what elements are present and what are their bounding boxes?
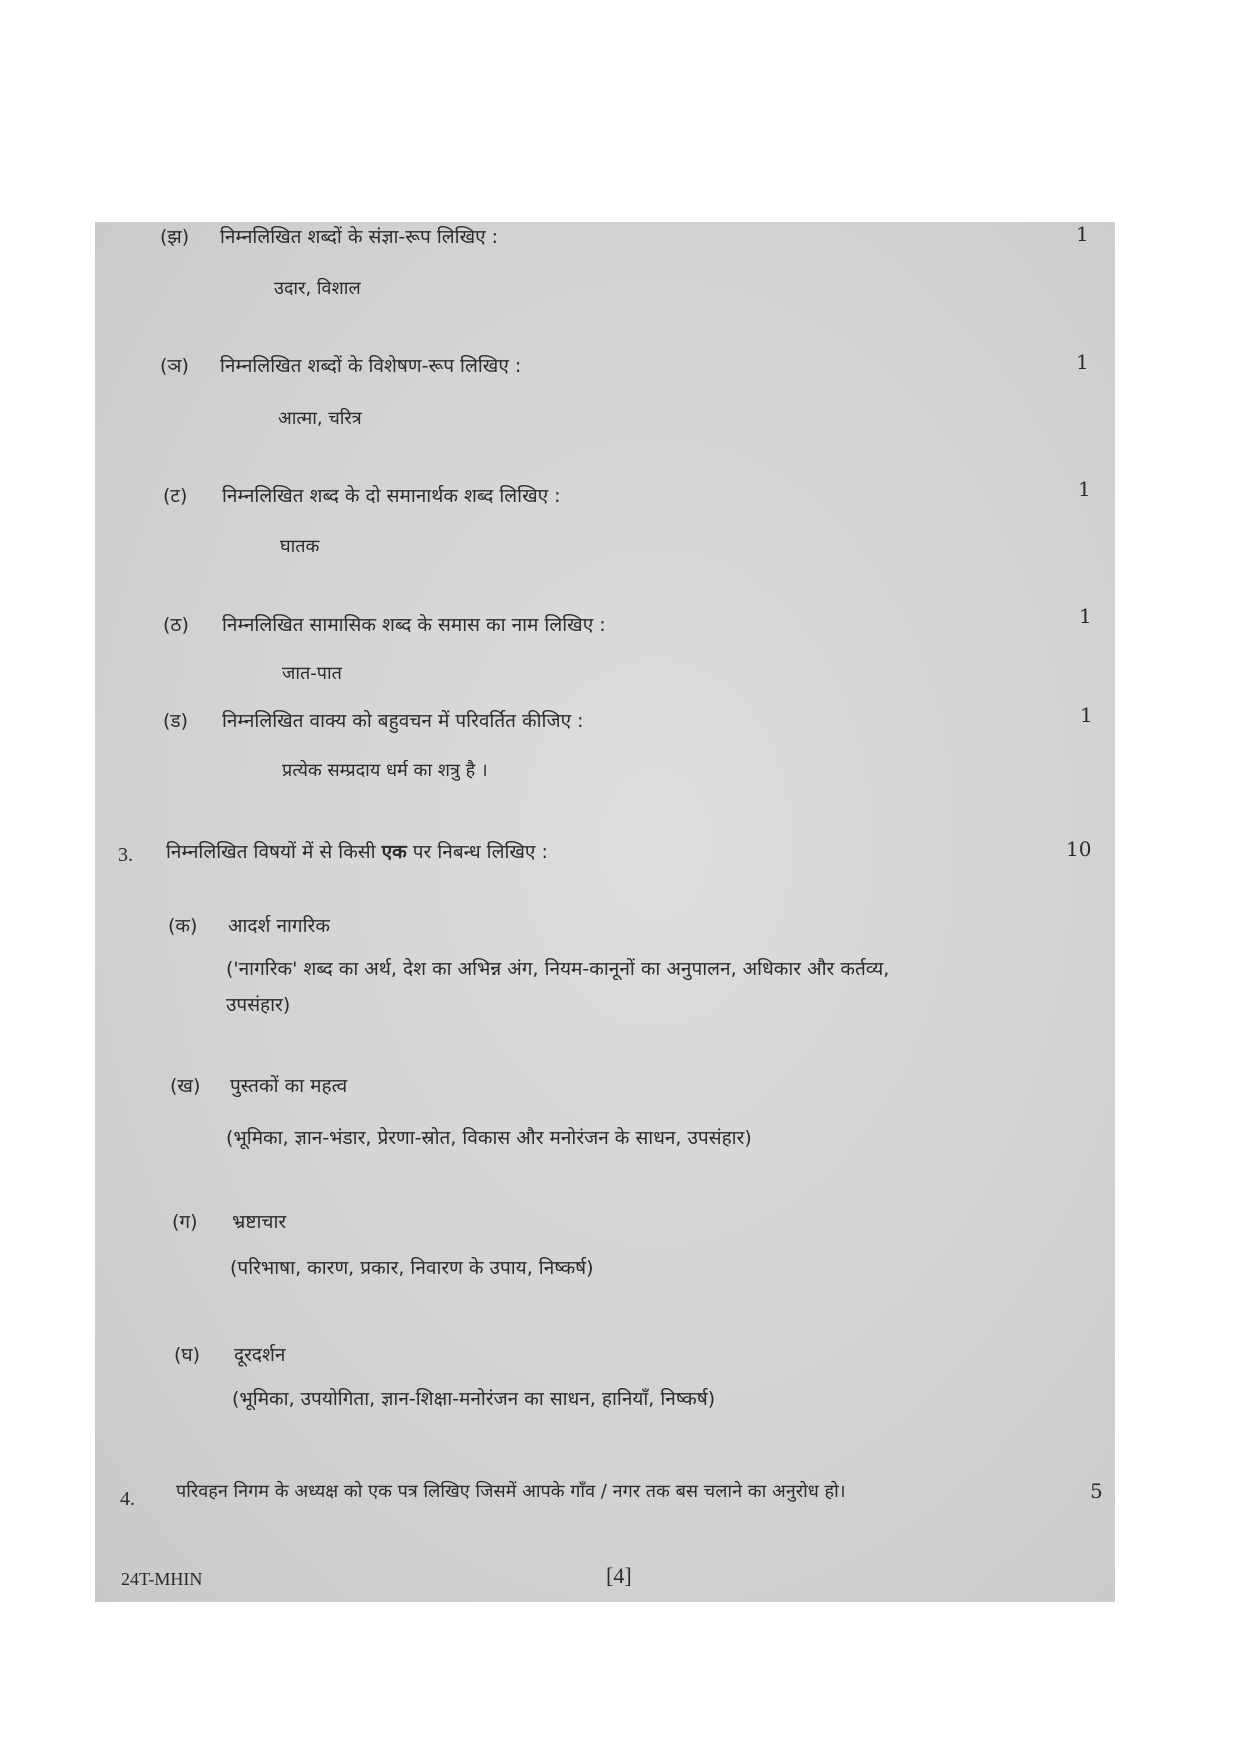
item-da-content: प्रत्येक सम्प्रदाय धर्म का शत्रु है ।: [282, 760, 488, 781]
question-4-marks: 5: [1090, 1479, 1103, 1503]
question-3-number: 3.: [118, 844, 133, 866]
topic-kha-hint: (भूमिका, ज्ञान-भंडार, प्रेरणा-स्रोत, विकास और मनोरंजन के साधन, उपसंहार): [226, 1127, 752, 1149]
item-da-marks: 1: [1080, 703, 1093, 727]
item-nya-label: (ञ): [160, 355, 189, 377]
topic-ka-title: आदर्श नागरिक: [228, 915, 330, 937]
topic-ka-label: (क): [168, 915, 198, 937]
item-ta-label: (ट): [163, 485, 188, 507]
item-da-instruction: निम्नलिखित वाक्य को बहुवचन में परिवर्तित कीजिए :: [222, 710, 584, 732]
item-ta-instruction: निम्नलिखित शब्द के दो समानार्थक शब्द लिखिए :: [222, 485, 561, 507]
topic-gha-title: दूरदर्शन: [234, 1344, 286, 1366]
question-4-number: 4.: [120, 1488, 135, 1510]
item-nya-content: आत्मा, चरित्र: [278, 408, 362, 429]
question-3-instruction: निम्नलिखित विषयों में से किसी एक पर निबन्ध लिखिए :: [166, 841, 548, 863]
topic-ka-hint-cont: उपसंहार): [226, 994, 291, 1016]
item-jha-instruction: निम्नलिखित शब्दों के संज्ञा-रूप लिखिए :: [220, 226, 499, 248]
page-number: [4]: [606, 1563, 632, 1588]
item-nya-instruction: निम्नलिखित शब्दों के विशेषण-रूप लिखिए :: [220, 355, 522, 377]
item-tha-instruction: निम्नलिखित सामासिक शब्द के समास का नाम लिखिए :: [222, 614, 606, 636]
topic-ga-label: (ग): [172, 1211, 198, 1233]
topic-ga-hint: (परिभाषा, कारण, प्रकार, निवारण के उपाय, निष्कर्ष): [230, 1257, 594, 1279]
item-tha-content: जात-पात: [282, 663, 342, 684]
item-jha-content: उदार, विशाल: [274, 278, 361, 299]
question-3-marks: 10: [1066, 837, 1092, 861]
topic-kha-label: (ख): [170, 1075, 201, 1097]
paper-code: 24T-MHIN: [121, 1569, 203, 1589]
item-jha-marks: 1: [1076, 222, 1089, 246]
item-tha-label: (ठ): [163, 614, 189, 636]
topic-kha-title: पुस्तकों का महत्व: [230, 1075, 348, 1097]
item-jha-label: (झ): [160, 226, 190, 248]
item-ta-content: घातक: [280, 536, 320, 557]
item-tha-marks: 1: [1079, 604, 1092, 628]
topic-ka-hint: ('नागरिक' शब्द का अर्थ, देश का अभिन्न अंग, नियम-कानूनों का अनुपालन, अधिकार और कर्तव्य,: [226, 958, 890, 980]
topic-gha-hint: (भूमिका, उपयोगिता, ज्ञान-शिक्षा-मनोरंजन का साधन, हानियाँ, निष्कर्ष): [232, 1388, 716, 1410]
question-4-text: परिवहन निगम के अध्यक्ष को एक पत्र लिखिए जिसमें आपके गाँव / नगर तक बस चलाने का अनुरोध हो।: [176, 1481, 846, 1502]
item-ta-marks: 1: [1078, 477, 1091, 501]
topic-ga-title: भ्रष्टाचार: [232, 1211, 287, 1233]
item-da-label: (ड): [163, 710, 188, 732]
item-nya-marks: 1: [1076, 350, 1089, 374]
topic-gha-label: (घ): [174, 1344, 201, 1366]
